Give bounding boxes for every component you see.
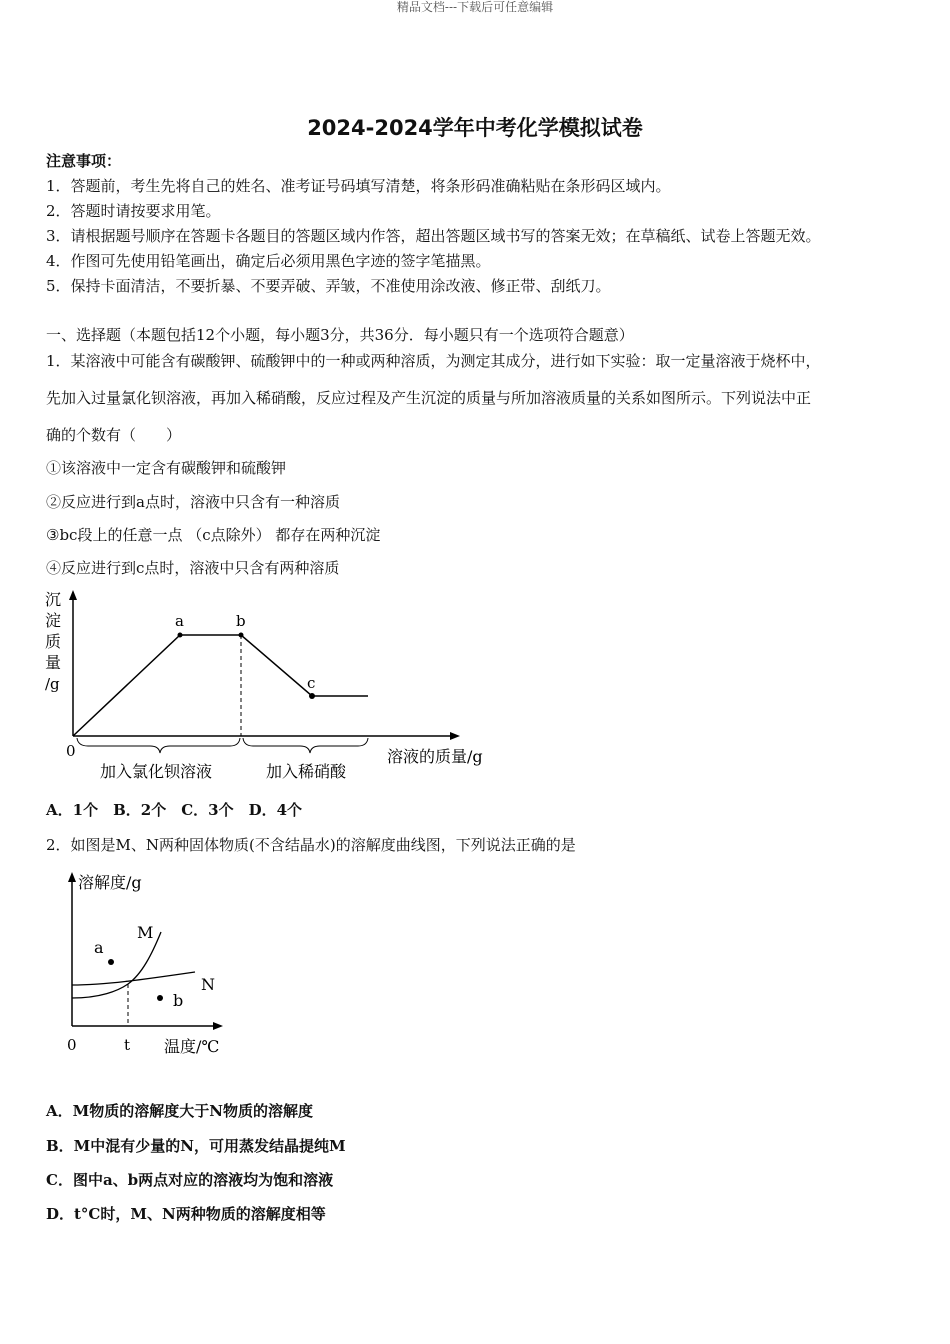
notice-item: 5．保持卡面清洁，不要折暴、不要弄破、弄皱，不准使用涂改液、修正带、刮纸刀。 (46, 277, 611, 295)
origin-label: 0 (66, 742, 76, 760)
notice-item: 3．请根据题号顺序在答题卡各题目的答题区域内作答，超出答题区域书写的答案无效；在草稿纸、试卷上答题无效。 (46, 227, 821, 245)
precipitate-line (73, 635, 368, 736)
q1-statement: ③bc段上的任意一点 （c点除外） 都存在两种沉淀 (46, 526, 381, 544)
q2-option: D．t°C时，M、N两种物质的溶解度相等 (46, 1205, 326, 1223)
notice-item: 4．作图可先使用铅笔画出，确定后必须用黑色字迹的签字笔描黑。 (46, 252, 491, 270)
notice-heading: 注意事项： (46, 152, 122, 170)
segment-nitric-label: 加入稀硝酸 (266, 762, 347, 781)
x-axis-arrow (450, 732, 460, 740)
page-header: 精品文档---下载后可任意编辑 (396, 0, 554, 14)
q1-stem-line: 确的个数有（ ） (46, 426, 182, 444)
q2-option: B．M中混有少量的N，可用蒸发结晶提纯M (46, 1137, 346, 1155)
y-label-char: 淀 (45, 611, 62, 630)
point-c-label: c (307, 674, 316, 692)
point-a-label: a (175, 612, 184, 630)
t-label: t (124, 1036, 131, 1054)
q1-statement: ④反应进行到c点时，溶液中只含有两种溶质 (46, 559, 340, 577)
notice-item: 2．答题时请按要求用笔。 (46, 202, 221, 220)
label-m: M (137, 923, 154, 942)
point-a (108, 959, 114, 965)
y-axis-label: 溶解度/g (78, 873, 142, 892)
brace-barium (77, 738, 240, 753)
q1-options: A．1个 B．2个 C．3个 D．4个 (46, 801, 303, 819)
origin-label: 0 (67, 1036, 77, 1054)
x-axis-label: 溶液的质量/g (387, 747, 483, 766)
label-n: N (201, 975, 215, 994)
point-a (178, 633, 183, 638)
point-b (239, 633, 244, 638)
notice-item: 1．答题前，考生先将自己的姓名、准考证号码填写清楚，将条形码准确粘贴在条形码区域内。 (46, 177, 671, 195)
point-b-label: b (236, 612, 246, 630)
point-b (157, 995, 163, 1001)
x-axis-arrow (213, 1022, 223, 1030)
y-label-char: 量 (45, 653, 62, 672)
section-heading: 一、选择题（本题包括12个小题，每小题3分，共36分．每小题只有一个选项符合题意） (46, 326, 634, 344)
label-a: a (94, 938, 104, 957)
solubility-chart (60, 866, 240, 1062)
precipitate-chart (40, 586, 500, 786)
q1-statement: ②反应进行到a点时，溶液中只含有一种溶质 (46, 493, 340, 511)
segment-barium-label: 加入氯化钡溶液 (100, 762, 213, 781)
page-title: 2024-2024学年中考化学模拟试卷 (307, 116, 643, 140)
q2-stem: 2．如图是M、N两种固体物质(不含结晶水)的溶解度曲线图，下列说法正确的是 (46, 836, 576, 854)
q2-option: C．图中a、b两点对应的溶液均为饱和溶液 (46, 1171, 334, 1189)
y-label-char: 沉 (45, 590, 62, 609)
x-axis-label: 温度/℃ (164, 1037, 220, 1056)
q1-stem-line: 先加入过量氯化钡溶液，再加入稀硝酸，反应过程及产生沉淀的质量与所加溶液质量的关系如图所示。下列说法中正 (46, 389, 812, 407)
label-b: b (173, 991, 184, 1010)
y-axis-arrow (69, 590, 77, 600)
q1-statement: ①该溶液中一定含有碳酸钾和硫酸钾 (46, 459, 287, 477)
y-label-char: 质 (45, 632, 62, 651)
y-label-char: /g (45, 675, 60, 693)
brace-nitric (243, 738, 368, 753)
q2-option: A．M物质的溶解度大于N物质的溶解度 (46, 1102, 313, 1120)
q1-stem-line: 1．某溶液中可能含有碳酸钾、硫酸钾中的一种或两种溶质，为测定其成分，进行如下实验：取一定量溶液于烧杯中， (46, 352, 821, 370)
y-axis-arrow (68, 872, 76, 882)
point-c (309, 693, 315, 699)
